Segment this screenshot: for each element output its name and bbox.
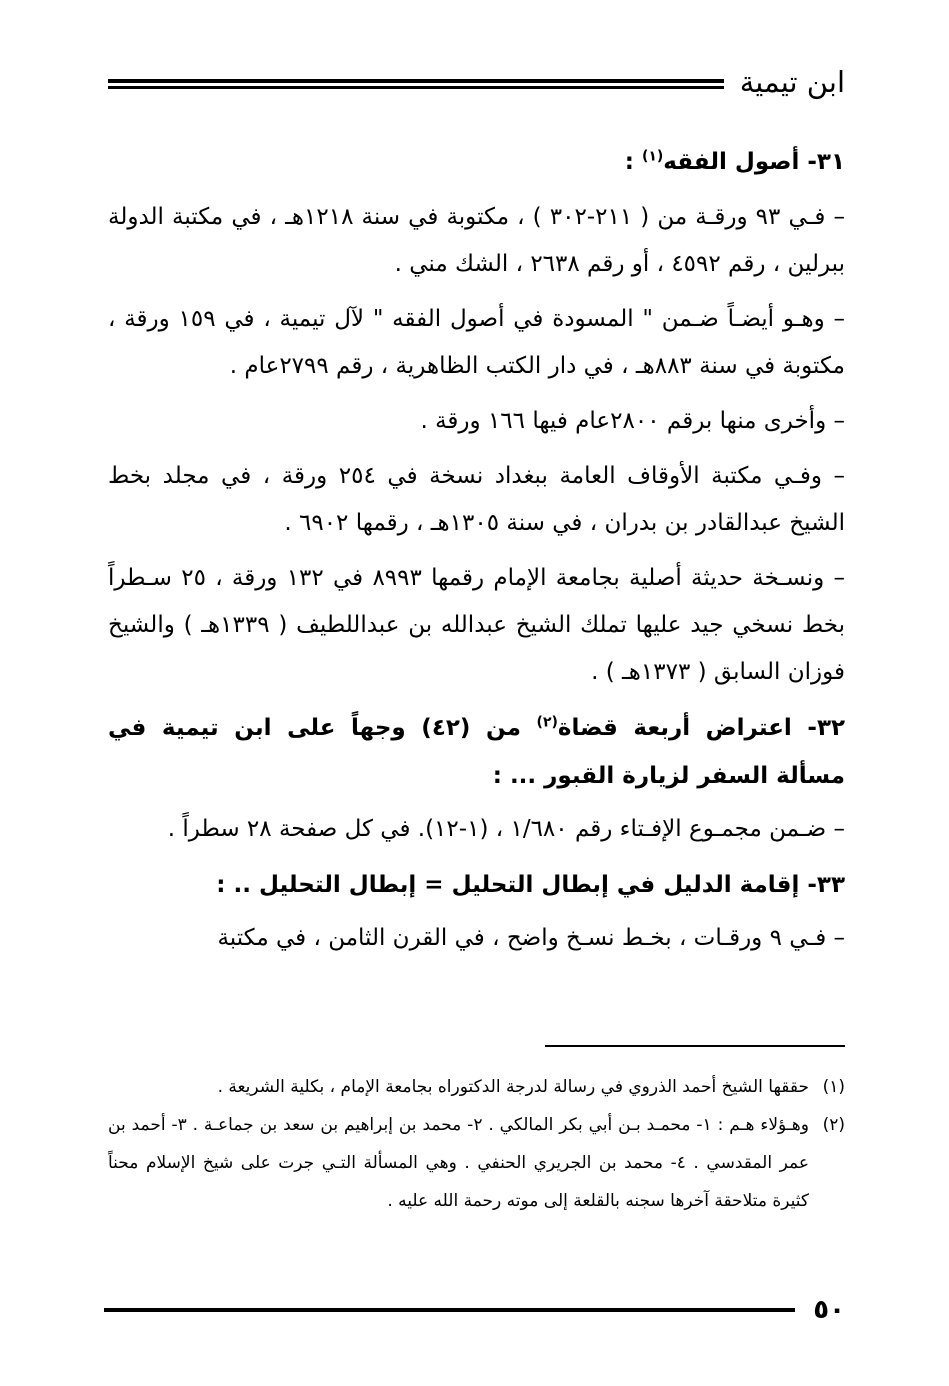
- section-31-paragraph-3: – وأخرى منها برقم ٢٨٠٠عام فيها ١٦٦ ورقة .: [420, 408, 845, 434]
- section-31-heading: [108, 138, 845, 186]
- footnote-text: وهـؤلاء هـم : ١- محمـد بـن أبي بكر المالكي . ٢- محمد بن إبراهيم بن سعد بن جماعـة . ٣- أحمد بن عمر المقدسي . ٤- محمد بن الجريري الحنفي . وهي المسألة التـي جرت على شيخ الإسلام محناً كثيرة متلاحقة آخرها سجنه بالقلعة إلى موته رحمة الله عليه .: [108, 1115, 809, 1211]
- section-32-paragraph-1: – ضـمن مجمـوع الإفـتاء رقم ١/٦٨٠ ، (١-١٢). في كل صفحة ٢٨ سطراً .: [167, 816, 845, 842]
- section-32-heading-before: ٣٢- اعتراض أربعة قضاة: [557, 715, 846, 741]
- section-33-heading: ٣٣- إقامة الدليل في إبطال التحليل = إبطال التحليل .. :: [216, 872, 845, 898]
- header-title: ابن تيمية: [739, 64, 845, 99]
- section-31-paragraph-4: – وفـي مكتبة الأوقاف العامة ببغداد نسخة في ٢٥٤ ورقة ، في مجلد بخط الشيخ عبدالقادر بن بدران ، في سنة ١٣٠٥هـ ، رقمها ٦٩٠٢ .: [108, 463, 845, 536]
- footnote-item: [108, 1068, 845, 1106]
- page-footer: [104, 1290, 845, 1330]
- footnote-number: (١): [822, 1077, 845, 1097]
- section-31-paragraph-1: – فـي ٩٣ ورقـة من ( ٢١١-٣٠٢ ) ، مكتوبة في سنة ١٢١٨هـ ، في مكتبة الدولة ببرلين ، رقم ٤٥٩٢ ، أو رقم ٢٦٣٨ ، الشك مني .: [108, 204, 845, 277]
- footnote-text: حققها الشيخ أحمد الذروي في رسالة لدرجة الدكتوراه بجامعة الإمام ، بكلية الشريعة .: [217, 1077, 809, 1097]
- section-32-heading-after: من (٤٢) وجهاً على ابن تيمية في مسألة السفر لزيارة القبور ... :: [108, 715, 845, 789]
- footnote-ref-2[interactable]: (٢): [536, 714, 558, 731]
- section-32-heading: [108, 704, 845, 800]
- section-31-heading-suffix: :: [624, 149, 642, 175]
- section-31-paragraph-2: – وهـو أيضـاً ضـمن " المسودة في أصول الفقه " لآل تيمية ، في ١٥٩ ورقة ، مكتوبة في سنة ٨٨٣هـ ، في دار الكتب الظاهرية ، رقم ٢٧٩٩عام .: [108, 306, 845, 379]
- running-header: [108, 62, 845, 102]
- footnote-ref-1[interactable]: (١): [641, 148, 664, 165]
- section-31-heading-text: ٣١- أصول الفقه: [663, 149, 845, 175]
- footnote-number: (٢): [822, 1115, 845, 1135]
- footer-rule: [104, 1308, 795, 1312]
- footnote-separator: [545, 1045, 845, 1047]
- footnote-item: [108, 1106, 845, 1220]
- page-number: ٥٠: [813, 1295, 845, 1325]
- footnotes: [108, 1068, 845, 1220]
- page-body: [108, 138, 845, 970]
- header-double-rule: [108, 79, 724, 89]
- section-33-paragraph-1: – فـي ٩ ورقـات ، بخـط نسـخ واضح ، في القرن الثامن ، في مكتبة: [217, 925, 845, 951]
- section-31-paragraph-5: – ونسـخة حديثة أصلية بجامعة الإمام رقمها ٨٩٩٣ في ١٣٢ ورقة ، ٢٥ سـطراً بخط نسخي جيد عليها تملك الشيخ عبدالله بن عبداللطيف ( ١٣٣٩هـ ) والشيخ فوزان السابق ( ١٣٧٣هـ ) .: [108, 565, 845, 685]
